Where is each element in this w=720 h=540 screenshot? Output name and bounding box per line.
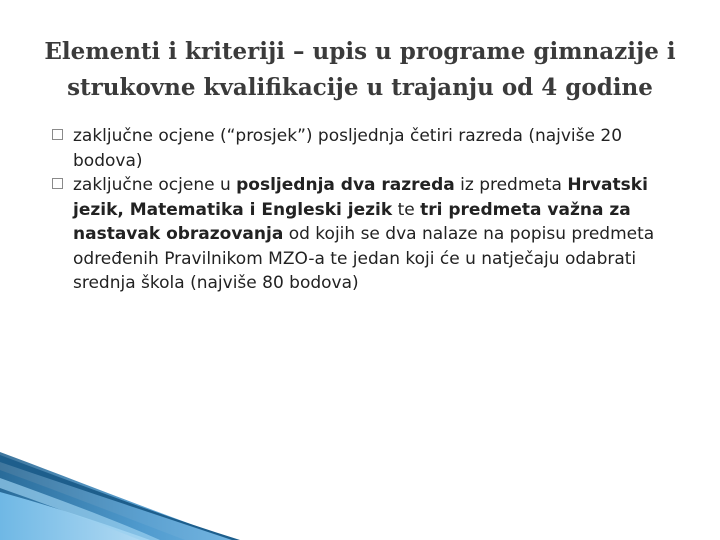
bullet-text-part: zaključne ocjene u [73, 175, 237, 195]
bullet-text-part: te [392, 199, 421, 220]
slide-title-line-2: strukovne kvalifikacije u trajanju od 4 godine [67, 74, 653, 101]
wave-light [0, 470, 185, 540]
wave-mid [0, 452, 235, 540]
slide-title-line-1: Elementi i kriteriji – upis u programe gimnazije i [44, 38, 676, 65]
bullet-text-part: od kojih se dva nalaze na popisu predmeta određenih Pravilnikom MZO-a te jedan koji će u natječaju odabrati srednja škola (najviše 80 bodova) [73, 224, 655, 293]
bullet-text-part: iz predmeta [454, 175, 568, 195]
bullet-text: zaključne ocjene (“prosjek”) posljednja četiri razreda (najviše 20 bodova) [73, 126, 623, 171]
checkbox-square-icon [52, 178, 63, 189]
wave-dark [0, 455, 240, 540]
bullet-text-bold: tri predmeta važna za nastavak obrazovanja [73, 199, 631, 244]
checkbox-square-icon [52, 129, 63, 140]
slide-title [30, 34, 690, 106]
bullet-text-bold: Hrvatski jezik, Matematika i Engleski jezik [73, 175, 648, 220]
bullet-text-bold: posljednja dva razreda [236, 175, 455, 195]
bullet-item-last-two-years [52, 173, 692, 296]
wave-stripe [0, 478, 160, 540]
bullet-list [52, 124, 692, 296]
bullet-item-final-grades [52, 124, 692, 173]
